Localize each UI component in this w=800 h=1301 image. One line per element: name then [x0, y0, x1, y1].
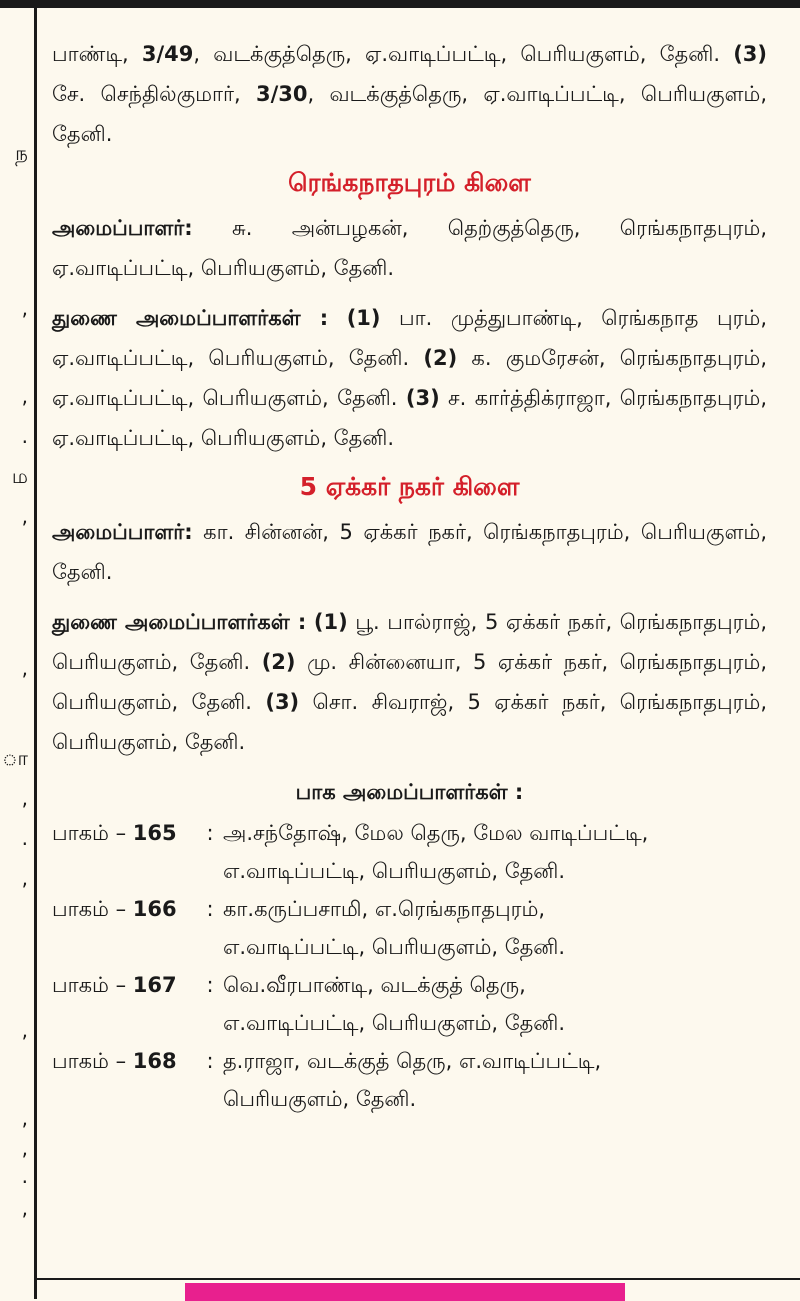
left-fragment: .	[21, 826, 28, 850]
booth-address: அ.சந்தோஷ், மேல தெரு, மேல வாடிப்பட்டி, எ.வாடிப்பட்டி, பெரியகுளம், தேனி.	[223, 821, 649, 883]
left-fragment: ,	[21, 656, 28, 680]
section-heading-5-acre-nagar: 5 ஏக்கர் நகர் கிளை	[299, 472, 520, 501]
left-fragment: ,	[21, 786, 28, 810]
left-fragment: ,	[21, 1136, 28, 1160]
deputy-paragraph: துணை அமைப்பாளர்கள் : (1) பூ. பால்ராஜ், 5 ஏக்கர் நகர், ரெங்கநாதபுரம், பெரியகுளம், தேனி. (2) மு. சின்னையா, 5 ஏக்கர் நகர், ரெங்கநாதபுரம், பெரியகுளம், தேனி. (3) சொ. சிவராஜ், 5 ஏக்கர் நகர், ரெங்கநாதபுரம், பெரியகுளம், தேனி.	[52, 610, 767, 754]
left-fragment: ,	[21, 384, 28, 408]
left-fragment: ,	[21, 504, 28, 528]
booth-address: வெ.வீரபாண்டி, வடக்குத் தெரு, எ.வாடிப்பட்டி, பெரியகுளம், தேனி.	[223, 973, 566, 1035]
booth-address: கா.கருப்பசாமி, எ.ரெங்கநாதபுரம், எ.வாடிப்பட்டி, பெரியகுளம், தேனி.	[223, 897, 566, 959]
left-fragment: ா	[2, 746, 28, 770]
next-heading-bar	[185, 1283, 625, 1301]
left-fragment: ,	[21, 866, 28, 890]
left-fragment: ,	[21, 1196, 28, 1220]
booth-number: பாகம் – 167	[52, 973, 177, 997]
left-fragment: .	[21, 1164, 28, 1188]
left-fragment: ம	[11, 464, 28, 488]
top-border	[0, 0, 800, 8]
left-fragment: ,	[21, 296, 28, 320]
booth-list: பாகம் – 165 : அ.சந்தோஷ், மேல தெரு, மேல வாடிப்பட்டி, எ.வாடிப்பட்டி, பெரியகுளம், தேனி. பாகம் – 166 : கா.கருப்பசாமி, எ.ரெங்கநாதபுரம், எ.வாடிப்பட்டி, பெரியகுளம், தேனி. பாகம் – 167 : வெ.வீரபாண்டி, வடக்குத் தெரு, எ.வாடிப்பட்டி, பெரியகுளம், தேனி. பாகம் – 168 : த.ராஜா, வடக்குத் தெரு, எ.வாடிப்பட்டி, பெரியகுளம், தேனி.	[52, 814, 767, 1118]
organizer-paragraph: அமைப்பாளர்: கா. சின்னன், 5 ஏக்கர் நகர், ரெங்கநாதபுரம், பெரியகுளம், தேனி.	[52, 520, 767, 584]
section-heading-renganathapuram: ரெங்கநாதபுரம் கிளை	[288, 168, 531, 197]
booth-address: த.ராஜா, வடக்குத் தெரு, எ.வாடிப்பட்டி, பெரியகுளம், தேனி.	[223, 1049, 602, 1111]
bottom-border	[34, 1278, 800, 1280]
left-fragment: ,	[21, 1018, 28, 1042]
deputy-paragraph: துணை அமைப்பாளர்கள் : (1) பா. முத்துபாண்டி, ரெங்கநாத புரம், ஏ.வாடிப்பட்டி, பெரியகுளம், தேனி. (2) க. குமரேசன், ரெங்கநாதபுரம், ஏ.வாடிப்பட்டி, பெரியகுளம், தேனி. (3) ச. கார்த்திக்ராஜா, ரெங்கநாதபுரம், ஏ.வாடிப்பட்டி, பெரியகுளம், தேனி.	[52, 306, 767, 450]
booth-organizers-heading: பாக அமைப்பாளர்கள் :	[295, 780, 524, 804]
booth-number: பாகம் – 166	[52, 897, 177, 921]
organizer-paragraph: அமைப்பாளர்: சு. அன்பழகன், தெற்குத்தெரு, ரெங்கநாதபுரம், ஏ.வாடிப்பட்டி, பெரியகுளம், தேனி.	[52, 216, 767, 280]
left-column-fragment	[0, 8, 34, 1299]
intro-paragraph: பாண்டி, 3/49, வடக்குத்தெரு, ஏ.வாடிப்பட்டி, பெரியகுளம், தேனி. (3) சே. செந்தில்குமார், 3/30, வடக்குத்தெரு, ஏ.வாடிப்பட்டி, பெரியகுளம், தேனி.	[52, 42, 768, 146]
left-fragment: .	[21, 424, 28, 448]
left-fragment: ந	[15, 141, 28, 165]
booth-number: பாகம் – 168	[52, 1049, 177, 1073]
left-fragment: ,	[21, 1106, 28, 1130]
booth-number: பாகம் – 165	[52, 821, 177, 845]
article-column	[52, 34, 767, 1118]
column-divider	[34, 8, 37, 1299]
